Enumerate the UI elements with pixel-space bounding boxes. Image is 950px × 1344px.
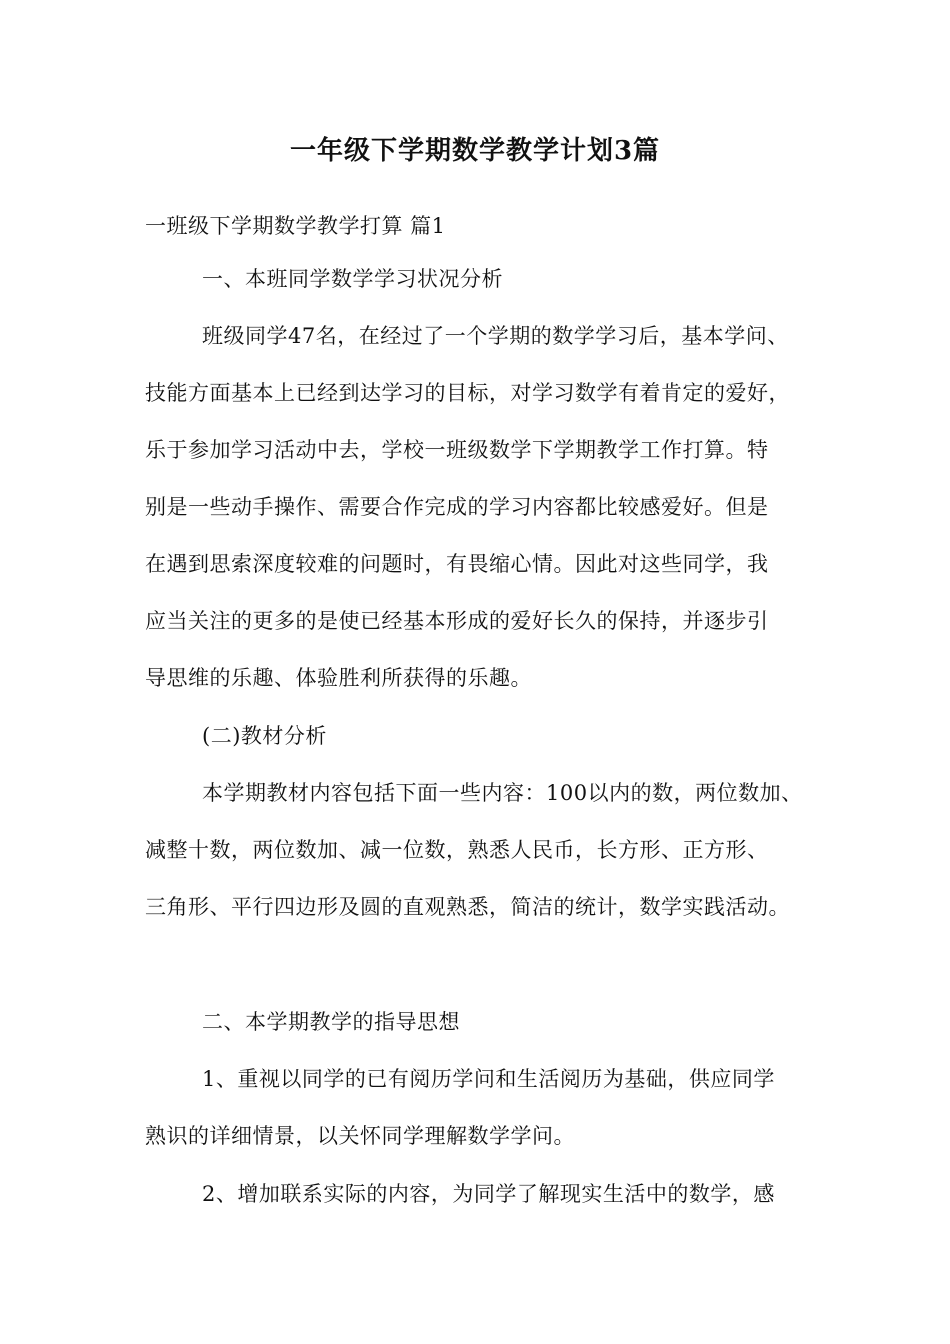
paragraph-line: 乐于参加学习活动中去，学校一班级数学下学期教学工作打算。特 [145, 438, 769, 462]
subsection-heading: 一、本班同学数学学习状况分析 [202, 267, 503, 291]
paragraph-line: 班级同学47名，在经过了一个学期的数学学习后，基本学问、 [202, 324, 789, 348]
paragraph-line: 别是一些动手操作、需要合作完成的学习内容都比较感爱好。但是 [145, 495, 769, 519]
paragraph-line: 技能方面基本上已经到达学习的目标，对学习数学有着肯定的爱好， [145, 381, 790, 405]
paragraph-line: 三角形、平行四边形及圆的直观熟悉，简洁的统计，数学实践活动。 [145, 895, 790, 919]
paragraph-line: 减整十数，两位数加、减一位数，熟悉人民币，长方形、正方形、 [145, 838, 769, 862]
paragraph-line: 2、增加联系实际的内容，为同学了解现实生活中的数学，感 [202, 1182, 775, 1206]
subsection-heading: (二)教材分析 [202, 724, 327, 748]
paragraph-line: 应当关注的更多的是使已经基本形成的爱好长久的保持，并逐步引 [145, 609, 769, 633]
paragraph-line: 在遇到思索深度较难的问题时，有畏缩心情。因此对这些同学，我 [145, 552, 769, 576]
document-title: 一年级下学期数学教学计划3篇 [289, 136, 661, 166]
subsection-heading: 二、本学期教学的指导思想 [202, 1010, 460, 1034]
paragraph-line: 导思维的乐趣、体验胜利所获得的乐趣。 [145, 666, 532, 690]
paragraph-line: 本学期教材内容包括下面一些内容：100以内的数，两位数加、 [202, 781, 803, 805]
paragraph-line: 熟识的详细情景，以关怀同学理解数学学问。 [145, 1124, 575, 1148]
paragraph-line: 1、重视以同学的已有阅历学问和生活阅历为基础，供应同学 [202, 1067, 775, 1091]
section-heading: 一班级下学期数学教学打算 篇1 [145, 214, 446, 238]
